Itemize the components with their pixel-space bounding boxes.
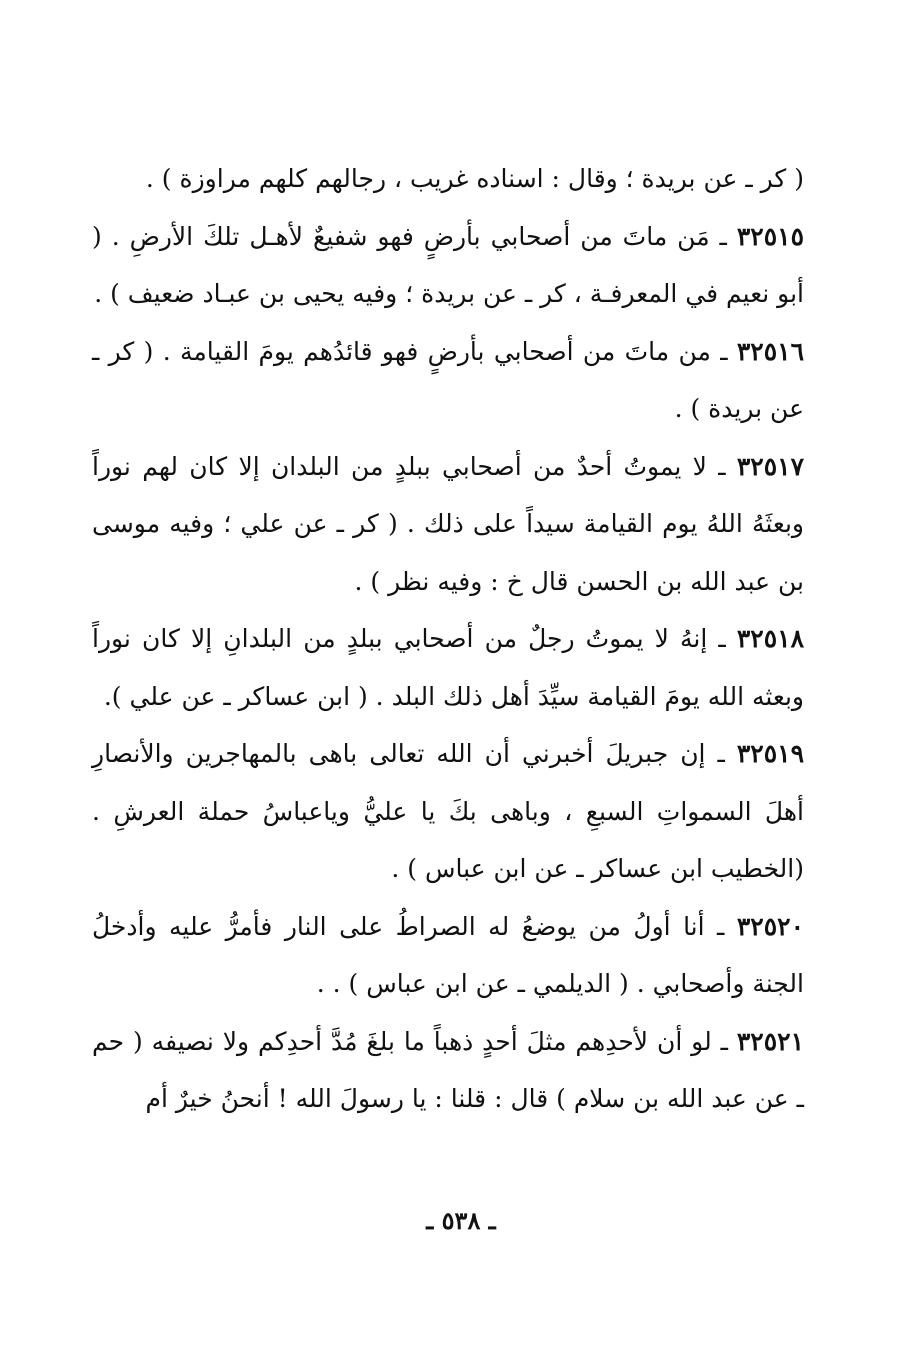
entry-32521 [92, 1013, 804, 1128]
entry-32520 [92, 898, 804, 1013]
entry-text: ـ مَن ماتَ من أصحابي بأرضٍ فهو شفيعٌ لأهـل تلكَ الأرضِ . ( أبو نعيم في المعرفـة ، كر ـ عن بريدة ؛ وفيه يحيى بن عبـاد ضعيف ) . [92, 221, 804, 308]
entry-text: ـ إن جبريلَ أخبرني أن الله تعالى باهى بالمهاجرين والأنصارِ أهلَ السمواتِ السبعِ ، وباهى بكَ يا عليُّ وياعباسُ حملة العرشِ . (الخطيب ابن عساكر ـ عن ابن عباس ) . [92, 739, 804, 883]
entry-text: ـ من ماتَ من أصحابي بأرضٍ فهو قائدُهم يومَ القيامة . ( كر ـ عن بريدة ) . [92, 336, 804, 423]
entry-text: ـ أنا أولُ من يوضعُ له الصراطُ على النار فأمرُّ عليه وأدخلُ الجنة وأصحابي . ( الديلمي ـ عن ابن عباس ) . . [92, 911, 804, 998]
entry-text: ـ لو أن لأحدِهم مثلَ أحدٍ ذهباً ما بلغَ مُدَّ أحدِكم ولا نصيفه ( حم ـ عن عبد الله بن سلام ) قال : قلنا : يا رسولَ الله ! أنحنُ خيرٌ أم [92, 1026, 804, 1113]
entry-number: ٣٢٥١٧ [736, 451, 804, 481]
entry-32517 [92, 438, 804, 611]
entry-32516 [92, 323, 804, 438]
entry-32515 [92, 208, 804, 323]
entry-text: ـ إنهُ لا يموتُ رجلٌ من أصحابي ببلدٍ من البلدانِ إلا كان نوراً وبعثه الله يومَ القيامة سيِّدَ أهل ذلك البلد . ( ابن عساكر ـ عن علي ). [92, 624, 804, 711]
entry-32518 [92, 610, 804, 725]
entry-32519 [92, 725, 804, 898]
entry-number: ٣٢٥١٥ [736, 221, 804, 251]
entry-text: ـ لا يموتُ أحدٌ من أصحابي ببلدٍ من البلدان إلا كان لهم نوراً وبعثَهُ اللهُ يوم القيامة سيداً على ذلك . ( كر ـ عن علي ؛ وفيه موسى بن عبد الله بن الحسن قال خ : وفيه نظر ) . [92, 451, 804, 596]
page-body [92, 150, 804, 1128]
entry-number: ٣٢٥١٦ [736, 336, 804, 366]
entry-number: ٣٢٥١٩ [736, 739, 804, 768]
entry-number: ٣٢٥٢١ [736, 1026, 804, 1056]
entry-continuation [92, 150, 804, 208]
page-number: ـ ٥٣٨ ـ [426, 1206, 496, 1235]
entry-number: ٣٢٥١٨ [736, 624, 804, 653]
entry-number: ٣٢٥٢٠ [736, 911, 804, 941]
entry-text: ( كر ـ عن بريدة ؛ وقال : اسناده غريب ، رجالهم كلهم مراوزة ) . [145, 164, 804, 193]
